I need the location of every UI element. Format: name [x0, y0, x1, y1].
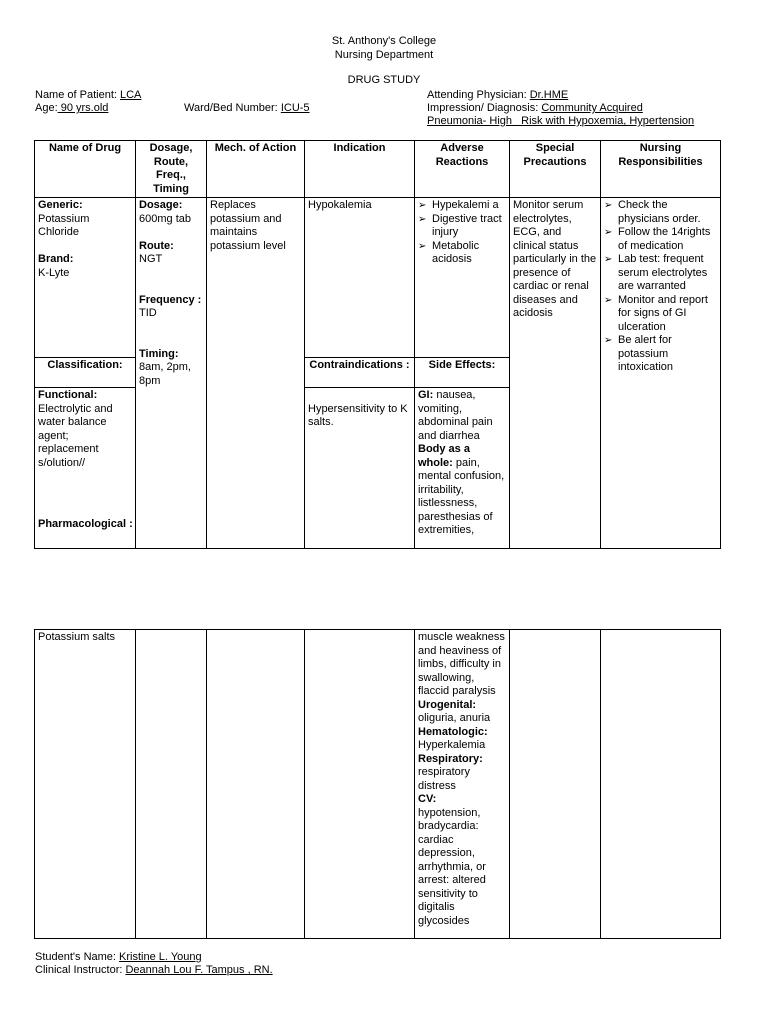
- ward-bed: [184, 102, 310, 116]
- special-precautions-cell-cont: [510, 630, 601, 939]
- respiratory-label: Respiratory:: [418, 752, 483, 765]
- list-item: ➢ Metabolic acidosis: [418, 239, 480, 265]
- gi-value: nausea, vomiting, abdominal pain and diarrhea: [418, 389, 493, 442]
- cv-label: CV:: [418, 793, 437, 805]
- header-mechanism: Mech. of Action: [207, 141, 305, 198]
- side-effects-continued: muscle weakness and heaviness of limbs, difficulty in swallowing, flaccid paralysis: [418, 631, 505, 697]
- frequency-value: TID: [139, 307, 157, 319]
- classification-cell: [35, 388, 136, 549]
- list-item: ➢ Check the physicians order.: [604, 199, 701, 225]
- nursing-responsibilities-cell-cont: [601, 630, 721, 939]
- header-nursing-responsibilities: Nursing Responsibilities: [601, 141, 721, 198]
- ward-label: Ward/Bed Number:: [184, 102, 278, 114]
- body-label: Body as a whole:: [418, 443, 470, 469]
- dosage-value: 600mg tab: [139, 212, 191, 225]
- arrow-bullet-icon: ➢: [604, 254, 613, 265]
- body-value: pain, mental confusion, irritability, listlessness, paresthesias of extremities,: [418, 456, 505, 536]
- classification-label: Classification:: [35, 358, 136, 388]
- ward-value: ICU-5: [280, 102, 310, 114]
- drug-name-cell: [35, 198, 136, 358]
- instructor-label: Clinical Instructor:: [35, 964, 123, 976]
- patient-age: [35, 102, 108, 116]
- header-dosage: Dosage, Route, Freq., Timing: [136, 141, 207, 198]
- table-row: [35, 630, 721, 939]
- impression-value-1: Community Acquired: [541, 102, 643, 114]
- adverse-reactions-list: [418, 199, 506, 267]
- arrow-bullet-icon: ➢: [418, 200, 427, 211]
- route-value: NGT: [139, 253, 163, 265]
- patient-name: [35, 89, 141, 103]
- timing-value: 8am, 2pm, 8pm: [139, 361, 191, 387]
- impression-diagnosis-cont: [427, 115, 694, 129]
- generic-label: Generic:: [38, 199, 83, 211]
- list-item: ➢ Hypekalemi a: [418, 199, 499, 211]
- respiratory-value: respiratory distress: [418, 766, 470, 792]
- contraindications-label: Contraindications :: [305, 358, 415, 388]
- header-indication: Indication: [305, 141, 415, 198]
- arrow-bullet-icon: ➢: [604, 335, 613, 346]
- indication-cell-cont: [305, 630, 415, 939]
- gi-label: GI:: [418, 389, 434, 401]
- side-effects-cell: [415, 388, 510, 549]
- brand-value: K-Lyte: [38, 266, 70, 279]
- side-effects-label: Side Effects:: [415, 358, 510, 388]
- patient-age-value: 90 yrs.old: [57, 102, 109, 114]
- instructor-value: Deannah Lou F. Tampus , RN.: [125, 964, 273, 976]
- route-label: Route:: [139, 239, 174, 252]
- drug-study-table: [34, 140, 721, 549]
- generic-value: Potassium Chloride: [38, 212, 90, 238]
- arrow-bullet-icon: ➢: [604, 227, 613, 238]
- dosage-label: Dosage:: [139, 199, 183, 211]
- contraindications-cell: [305, 388, 415, 549]
- student-label: Student's Name:: [35, 951, 116, 963]
- functional-value: Electrolytic and water balance agent; replacement s/olution//: [38, 402, 113, 469]
- patient-age-label: Age:: [35, 102, 58, 114]
- pharmacological-value: Potassium salts: [35, 630, 136, 939]
- cv-value: hypotension, bradycardia: cardiac depression, arrhythmia, or arrest: altered sensitivity to digitalis glycosides: [418, 806, 486, 927]
- impression-label: Impression/ Diagnosis:: [427, 102, 539, 114]
- header-special-precautions: Special Precautions: [510, 141, 601, 198]
- nursing-responsibilities-list: [604, 199, 717, 375]
- table-header-row: [35, 141, 721, 198]
- document-header: [0, 35, 768, 88]
- side-effects-cell-cont: [415, 630, 510, 939]
- student-name: [35, 951, 202, 965]
- hematologic-label: Hematologic:: [418, 725, 488, 738]
- hematologic-value: Hyperkalemia: [418, 739, 486, 751]
- physician-value: Dr.HME: [529, 89, 569, 101]
- drug-study-table-continued: [34, 629, 721, 939]
- indication-cell: Hypokalemia: [305, 198, 415, 358]
- department-name: Nursing Department: [334, 48, 434, 61]
- table-row-upper: [35, 198, 721, 358]
- patient-name-label: Name of Patient:: [35, 89, 117, 101]
- adverse-reactions-cell: [415, 198, 510, 358]
- student-value: Kristine L. Young: [119, 951, 202, 963]
- impression-value-2: Pneumonia- High Risk with Hypoxemia, Hypertension: [427, 115, 695, 127]
- impression-diagnosis: [427, 102, 698, 116]
- school-name: St. Anthony's College: [331, 35, 437, 47]
- patient-name-value: LCA: [120, 89, 142, 101]
- special-precautions-cell: Monitor serum electrolytes, ECG, and clinical status particularly in the presence of cardiac or renal diseases and acidosis: [510, 198, 601, 549]
- arrow-bullet-icon: ➢: [418, 213, 427, 225]
- brand-label: Brand:: [38, 253, 74, 265]
- arrow-bullet-icon: ➢: [604, 200, 613, 211]
- header-name-of-drug: Name of Drug: [35, 141, 136, 198]
- nursing-responsibilities-cell: [601, 198, 721, 549]
- frequency-label: Frequency :: [139, 293, 202, 306]
- mechanism-cell: Replaces potassium and maintains potassium level: [207, 198, 305, 549]
- clinical-instructor: [35, 964, 273, 978]
- header-adverse-reactions: Adverse Reactions: [415, 141, 510, 198]
- dosage-cell-cont: [136, 630, 207, 939]
- urogenital-value: oliguria, anuria: [418, 712, 491, 724]
- attending-physician: [427, 89, 568, 103]
- list-item: ➢ Be alert for potassium intoxication: [604, 334, 674, 373]
- pharmacological-label: Pharmacological :: [38, 518, 133, 530]
- mechanism-cell-cont: [207, 630, 305, 939]
- arrow-bullet-icon: ➢: [604, 294, 613, 306]
- list-item: ➢ Follow the 14rights of medication: [604, 226, 711, 252]
- list-item: ➢ Digestive tract injury: [418, 212, 502, 238]
- physician-label: Attending Physician:: [427, 89, 527, 101]
- document-title: DRUG STUDY: [347, 74, 421, 86]
- dosage-cell: [136, 198, 207, 549]
- functional-label: Functional:: [38, 389, 98, 401]
- list-item: ➢ Monitor and report for signs of GI ulceration: [604, 293, 708, 333]
- urogenital-label: Urogenital:: [418, 698, 477, 711]
- list-item: ➢ Lab test: frequent serum electrolytes are warranted: [604, 253, 708, 292]
- contraindications-value: Hypersensitivity to K salts.: [308, 402, 408, 428]
- arrow-bullet-icon: ➢: [418, 240, 427, 252]
- timing-label: Timing:: [139, 347, 179, 360]
